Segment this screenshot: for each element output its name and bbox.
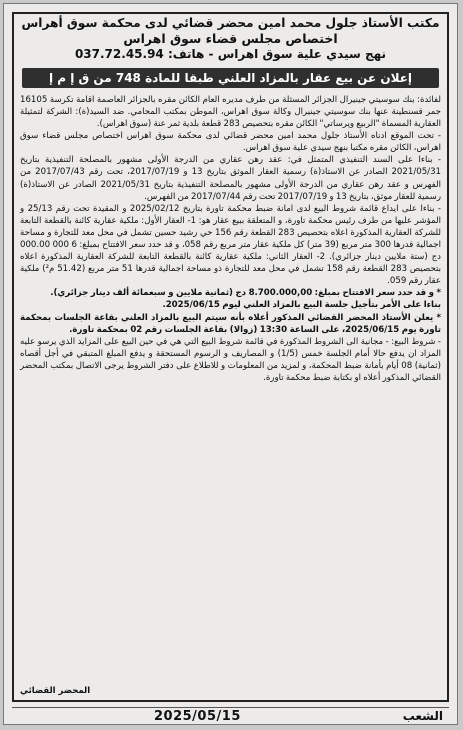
notice-body (20, 94, 441, 384)
office-title: مكتب الأستاذ جلول محمد امين محضر قضائي لدى محكمة سوق أهراس (21, 16, 440, 30)
bailiff-signature: المحضر القضائي (20, 686, 91, 696)
paragraph-properties: - بناءا على ايداع قائمة شروط البيع لدى امانة ضبط محكمة تاورة بتاريخ 2025/02/12 و المقيدة تحت رقم 25/13 و المؤشر عليها من طرف رئيس محكمة تاورة، و المتعلقة ببيع عقار هو: 1- العقار الأول: ملكية عقارية كائنة بالقطعة التابعة للشركة العقارية المذكورة اعلاه بتحصيص 283 القطعة رقم 156 حي رشيد حسين تشمل في محل معد للتجارة و مساحة اجمالية قدرها 300 متر مربع (39 متر) كل ملكية عقار متر مربع رقم 058، و قد حدد سعر الافتتاح بمبلغ: 6 000 000.00 دج (ستة ملايين دينار جزائري). 2- العقار الثاني: ملكية عقارية كائنة بالقطعة التابعة للشركة العقارية المذكورة اعلاه بتحصيص 283 القطعة رقم 158 تشمل في محل معد للتجارة ذو مساحة اجمالية قدرها 51 متر مربع (51.42 م²) ملكية عقار رقم 059. (20, 203, 442, 287)
footer-divider (12, 707, 449, 708)
office-address: نهج سيدي علية سوق اهراس - هاتف: 037.72.45.94 (74, 46, 387, 61)
paragraph-title-deed: - بناءا على السند التنفيذي المتمثل في: عقد رهن عقاري من الدرجة الأولى مشهور بالمصلحة التنفيذية بتاريخ 2021/05/31 الصادر عن الاستاذ(ة) رسمية العقار الموثق بتاريخ 13 و 2017/07/19، تحت رقم 2017/07/43 من الفهرس و عقد رهن عقاري من الدرجة الأولى مشهور بالمصلحة التنفيذية بتاريخ 2021/05/31 الصادر عن الاستاذ(ة) رسمية للعقار موثق، بتاريخ 13 و 2017/07/19 تحت رقم 2017/07/44 من الفهرس. (20, 155, 442, 202)
paragraph-postponement: بناءا على الأمر بتأجيل جلسة البيع بالمزاد العلني ليوم 2025/06/15. (162, 300, 441, 311)
paragraph-bailiff: - تحت الموقع ادناه الأستاذ جلول محمد امين محضر قضائي لدى محكمة سوق اهراس اختصاص مجلس قضاء سوق اهراس، الكائن مقره مكتبا بنهج سيدي علية سوق اهراس. (20, 131, 441, 154)
jurisdiction-title: اختصاص مجلس قضاء سوق اهراس (123, 31, 338, 47)
publication-name: الشعب (402, 709, 443, 723)
paragraph-opening-price: * و قد حدد سعر الافتتاح بمبلغ: 8.700.000,00 دج (ثمانية ملايين و سبعمائة ألف دينار جزائري). (50, 288, 441, 299)
publication-date: 2025/05/15 (154, 709, 241, 724)
paragraph-beneficiary: لفائدة: بنك سوسيتي جينيرال الجزائر المسثلة من طرف مديره العام الكائن مقره بالجزائر العاصمة اقامة تكرسة 16105 جمر قسنطينة عنها بنك سوسيتي جينيرال وكالة سوق اهراس، الموطن بمكتب المحامي. ضد السيد(ة): الشركة لتمثيلة العقارية المسماة "الربيع ويرساتي" الكائن مقره بتحصيص 283 قطعة بلدية ثمر عنة (سوق اهراس). (20, 94, 441, 130)
newspaper-clipping (3, 3, 458, 725)
paragraph-conditions: - شروط البيع: - مجانية الى الشروط المذكورة في قائمة شروط البيع التي هي في حين البيع على المزايد الذي يرسو عليه المزاد ان يدفع حالا أمام الجلسة خمس (1/5) و المصاريف و الرسوم المستحقة و يدفع المبلغ المتبقي في أجل أقصاه (ثمانية) 08 أيام بأمانة ضبط المحكمة، و لمزيد من المعلومات و للاطلاع على دفتر الشروط يرجى الاتصال بمكتب المحضر القضائي المذكور أعلاه او بكتابة ضبط محكمة تاورة. (20, 336, 442, 384)
paragraph-auction-date: * يعلن الأستاذ المحضر القضائي المذكور أعلاه بأنه سيتم البيع بالمزاد العلني بقاعة الجلسات بمحكمة تاورة يوم 2025/06/15، على الساعة 13:30 (زوالا) بقاعة الجلسات رقم 02 بمحكمة تاورة. (20, 312, 441, 335)
legal-notice-frame (12, 12, 449, 702)
notice-banner: إعلان عن بيع عقار بالمزاد العلني طبقا للمادة 748 من ق إ م إ (22, 68, 439, 88)
